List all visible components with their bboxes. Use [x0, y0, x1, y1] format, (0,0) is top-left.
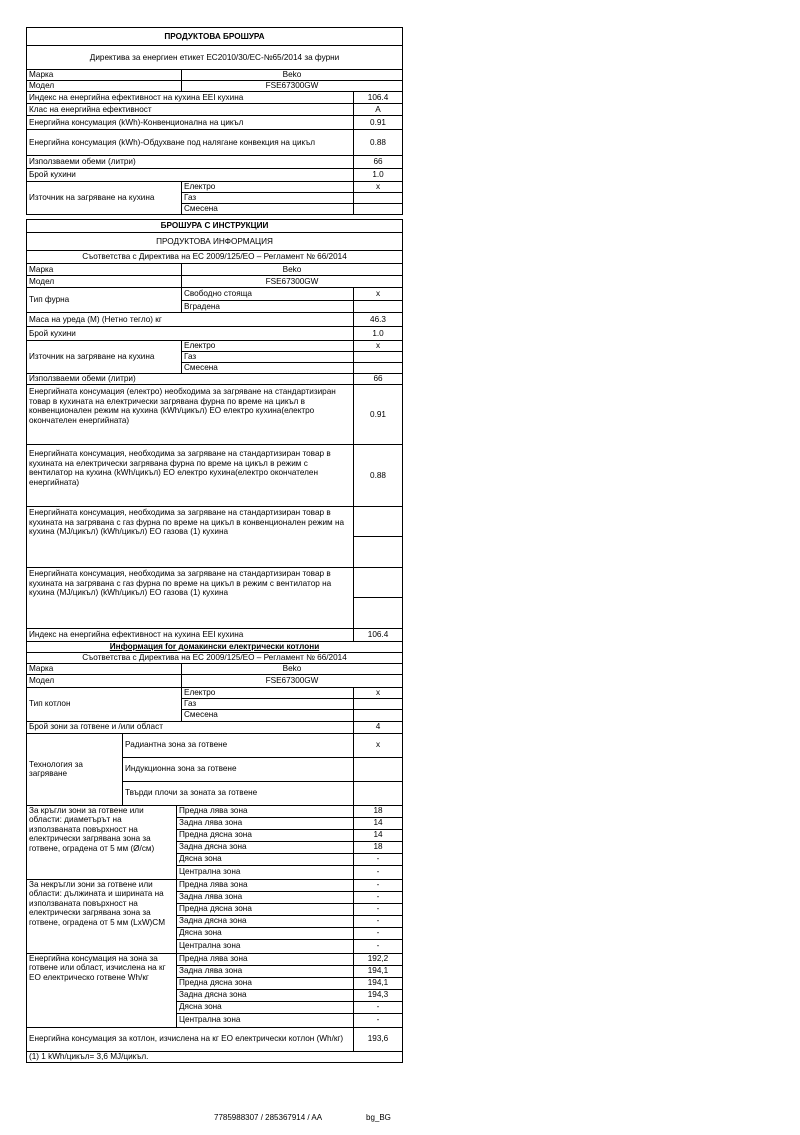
model-label: Модел — [27, 276, 182, 288]
hob-title: Информация for домакински електрически котлони — [27, 642, 403, 653]
heat-source-option: Смесена — [182, 363, 354, 374]
oven-type-option: Свободно стояща — [182, 288, 354, 301]
instructions-regulation: Съответства с Директива на ЕС 2009/125/ЕО – Регламент № 66/2014 — [27, 251, 403, 264]
instructions-title: БРОШУРА С ИНСТРУКЦИИ — [27, 220, 403, 233]
consumption-electric-conventional-label: Енергийната консумация (електро) необходима за загряване на стандартизиран товар в кухината на електрически загрявана фурна по време на цикъл в конвенционален режим на кухина (kWh/цикъл) ЕО електро кухина(електро окончателен енергийната) — [27, 385, 354, 445]
zone-value: - — [354, 891, 403, 903]
hob-type-mark: x — [354, 687, 403, 698]
cavities-label: Брой кухини — [27, 327, 354, 341]
brand-label: Марка — [27, 663, 182, 674]
zone-value: - — [354, 903, 403, 915]
document-code: 7785988307 / 285367914 / AA — [214, 1113, 323, 1122]
zone-label: Предна лява зона — [177, 953, 354, 965]
consumption-gas-fan-value-2 — [354, 598, 403, 629]
energy-class-value: A — [354, 104, 403, 116]
heat-source-mark: x — [354, 341, 403, 352]
hob-type-option: Електро — [182, 687, 354, 698]
zone-value: - — [354, 1001, 403, 1013]
zone-label: Задна дясна зона — [177, 915, 354, 927]
consumption-gas-fan-label: Енергийната консумация, необходима за загряване на стандартизиран товар в кухината на загрявана с газ фурна по време на цикъл в режим с вентилатор на кухина (MJ/цикъл) (kWh/цикъл) ЕО газова (1) кухина — [27, 568, 354, 629]
eei-value: 106.4 — [354, 92, 403, 104]
heat-source-mark — [354, 193, 403, 204]
brand-label: Марка — [27, 264, 182, 276]
mass-value: 46.3 — [354, 313, 403, 327]
oven-type-mark — [354, 301, 403, 313]
language-code: bg_BG — [366, 1113, 391, 1122]
volume-label: Използваеми обеми (литри) — [27, 156, 354, 169]
hob-regulation: Съответства с Директива на ЕС 2009/125/ЕО – Регламент № 66/2014 — [27, 652, 403, 663]
brand-value: Beko — [182, 264, 403, 276]
brand-value: Beko — [182, 70, 403, 81]
energy-class-label: Клас на енергийна ефективност — [27, 104, 354, 116]
hob-type-mark — [354, 698, 403, 709]
brochure-title: ПРОДУКТОВА БРОШУРА — [27, 28, 403, 46]
oven-type-label: Тип фурна — [27, 288, 182, 313]
nonround-zones-label: За некръгли зони за готвене или области: дължината и ширината на използваната повърхност на електрически загрявана зона за готвене, оградена от 5 мм (LxW)CM — [27, 879, 177, 953]
zone-value: 14 — [354, 817, 403, 829]
brand-label: Марка — [27, 70, 182, 81]
cavities-value: 1.0 — [354, 327, 403, 341]
conventional-consumption-label: Енергийна консумация (kWh)-Конвенционална на цикъл — [27, 116, 354, 130]
oven-type-option: Вградена — [182, 301, 354, 313]
zone-label: Задна лява зона — [177, 891, 354, 903]
heat-source-option: Електро — [182, 182, 354, 193]
zone-value: 194,1 — [354, 977, 403, 989]
tech-mark: x — [354, 733, 403, 757]
round-zones-label: За кръгли зони за готвене или области: диаметърът на използваната повърхност на електрически загрявана зона за готвене, оградена от 5 мм (Ø/см) — [27, 805, 177, 879]
zone-label: Предна дясна зона — [177, 829, 354, 841]
conventional-consumption-value: 0.91 — [354, 116, 403, 130]
heat-source-option: Смесена — [182, 204, 354, 215]
hob-type-mark — [354, 709, 403, 721]
zone-value: 14 — [354, 829, 403, 841]
zones-value: 4 — [354, 721, 403, 733]
tech-mark — [354, 781, 403, 805]
zone-label: Задна лява зона — [177, 817, 354, 829]
zone-label: Предна дясна зона — [177, 903, 354, 915]
zone-value: 194,3 — [354, 989, 403, 1001]
fan-consumption-value: 0.88 — [354, 130, 403, 156]
heat-source-mark — [354, 352, 403, 363]
consumption-electric-fan-label: Енергийната консумация, необходима за загряване на стандартизиран товар в кухината на електрически загрявана фурна по време на цикъл в режим с вентилатор на кухина (kWh/цикъл) ЕО електро кухина(електро окончателен енергийната) — [27, 445, 354, 507]
zone-label: Предна лява зона — [177, 879, 354, 891]
zone-value: 192,2 — [354, 953, 403, 965]
eei-label: Индекс на енергийна ефективност на кухина EEI кухина — [27, 629, 354, 642]
zone-consumption-label: Енергийна консумация на зона за готвене или област, изчислена на кг ЕО електрическо готвене Wh/кг — [27, 953, 177, 1027]
brochure-table — [26, 27, 403, 734]
unit-note: (1) 1 kWh/цикъл= 3,6 MJ/цикъл. — [27, 1051, 403, 1062]
hob-consumption-value: 193,6 — [354, 1027, 403, 1051]
heat-source-mark: x — [354, 182, 403, 193]
consumption-gas-fan-value — [354, 568, 403, 598]
zone-label: Дясна зона — [177, 927, 354, 939]
instructions-subtitle: ПРОДУКТОВА ИНФОРМАЦИЯ — [27, 233, 403, 251]
zone-value: - — [354, 1013, 403, 1027]
mass-label: Маса на уреда (M) (Нетно тегло) кг — [27, 313, 354, 327]
zone-value: - — [354, 853, 403, 865]
oven-type-mark: x — [354, 288, 403, 301]
heat-source-option: Газ — [182, 193, 354, 204]
zone-label: Предна лява зона — [177, 805, 354, 817]
cavities-value: 1.0 — [354, 169, 403, 182]
zone-label: Задна лява зона — [177, 965, 354, 977]
zone-value: 194,1 — [354, 965, 403, 977]
hob-consumption-label: Енергийна консумация за котлон, изчислена на кг ЕО електрически котлон (Wh/кг) — [27, 1027, 354, 1051]
zone-label: Централна зона — [177, 865, 354, 879]
consumption-gas-conventional-value-2 — [354, 537, 403, 568]
zone-label: Задна дясна зона — [177, 841, 354, 853]
hob-tech-table — [26, 733, 403, 806]
model-label: Модел — [27, 81, 182, 92]
zone-value: - — [354, 915, 403, 927]
tech-option: Твърди плочи за зоната за готвене — [123, 781, 354, 805]
brochure-directive: Директива за енергиен етикет EC2010/30/EC-№65/2014 за фурни — [27, 46, 403, 70]
hob-type-option: Смесена — [182, 709, 354, 721]
consumption-gas-conventional-label: Енергийната консумация, необходима за загряване на стандартизиран товар в кухината на загрявана с газ фурна по време на цикъл в конвенционален режим на кухина (MJ/цикъл) (kWh/цикъл) ЕО газова (1) кухина — [27, 507, 354, 568]
volume-label: Използваеми обеми (литри) — [27, 374, 354, 385]
heat-source-option: Електро — [182, 341, 354, 352]
eei-value: 106.4 — [354, 629, 403, 642]
model-value: FSE67300GW — [182, 81, 403, 92]
cavities-label: Брой кухини — [27, 169, 354, 182]
hob-type-label: Тип котлон — [27, 687, 182, 721]
model-value: FSE67300GW — [182, 674, 403, 687]
tech-mark — [354, 757, 403, 781]
zone-label: Централна зона — [177, 1013, 354, 1027]
heat-source-mark — [354, 363, 403, 374]
product-brochure — [26, 27, 402, 1063]
model-value: FSE67300GW — [182, 276, 403, 288]
heat-source-label: Източник на загряване на кухина — [27, 341, 182, 374]
hob-type-option: Газ — [182, 698, 354, 709]
eei-label: Индекс на енергийна ефективност на кухина EEI кухина — [27, 92, 354, 104]
zone-value: - — [354, 865, 403, 879]
hob-zones-table — [26, 805, 403, 1063]
heat-source-mark — [354, 204, 403, 215]
tech-option: Индукционна зона за готвене — [123, 757, 354, 781]
brand-value: Beko — [182, 663, 403, 674]
volume-value: 66 — [354, 156, 403, 169]
zone-value: - — [354, 879, 403, 891]
zone-label: Дясна зона — [177, 853, 354, 865]
zone-value: - — [354, 927, 403, 939]
consumption-gas-conventional-value — [354, 507, 403, 537]
zone-value: 18 — [354, 841, 403, 853]
consumption-electric-conventional-value: 0.91 — [354, 385, 403, 445]
heat-source-option: Газ — [182, 352, 354, 363]
consumption-electric-fan-value: 0.88 — [354, 445, 403, 507]
fan-consumption-label: Енергийна консумация (kWh)-Обдухване под налягане конвекция на цикъл — [27, 130, 354, 156]
tech-option: Радиантна зона за готвене — [123, 733, 354, 757]
zone-value: - — [354, 939, 403, 953]
heat-source-label: Източник на загряване на кухина — [27, 182, 182, 215]
zone-value: 18 — [354, 805, 403, 817]
zones-label: Брой зони за готвене и /или област — [27, 721, 354, 733]
zone-label: Централна зона — [177, 939, 354, 953]
model-label: Модел — [27, 674, 182, 687]
zone-label: Задна дясна зона — [177, 989, 354, 1001]
tech-label: Технология за загряване — [27, 733, 123, 805]
zone-label: Предна дясна зона — [177, 977, 354, 989]
zone-label: Дясна зона — [177, 1001, 354, 1013]
volume-value: 66 — [354, 374, 403, 385]
